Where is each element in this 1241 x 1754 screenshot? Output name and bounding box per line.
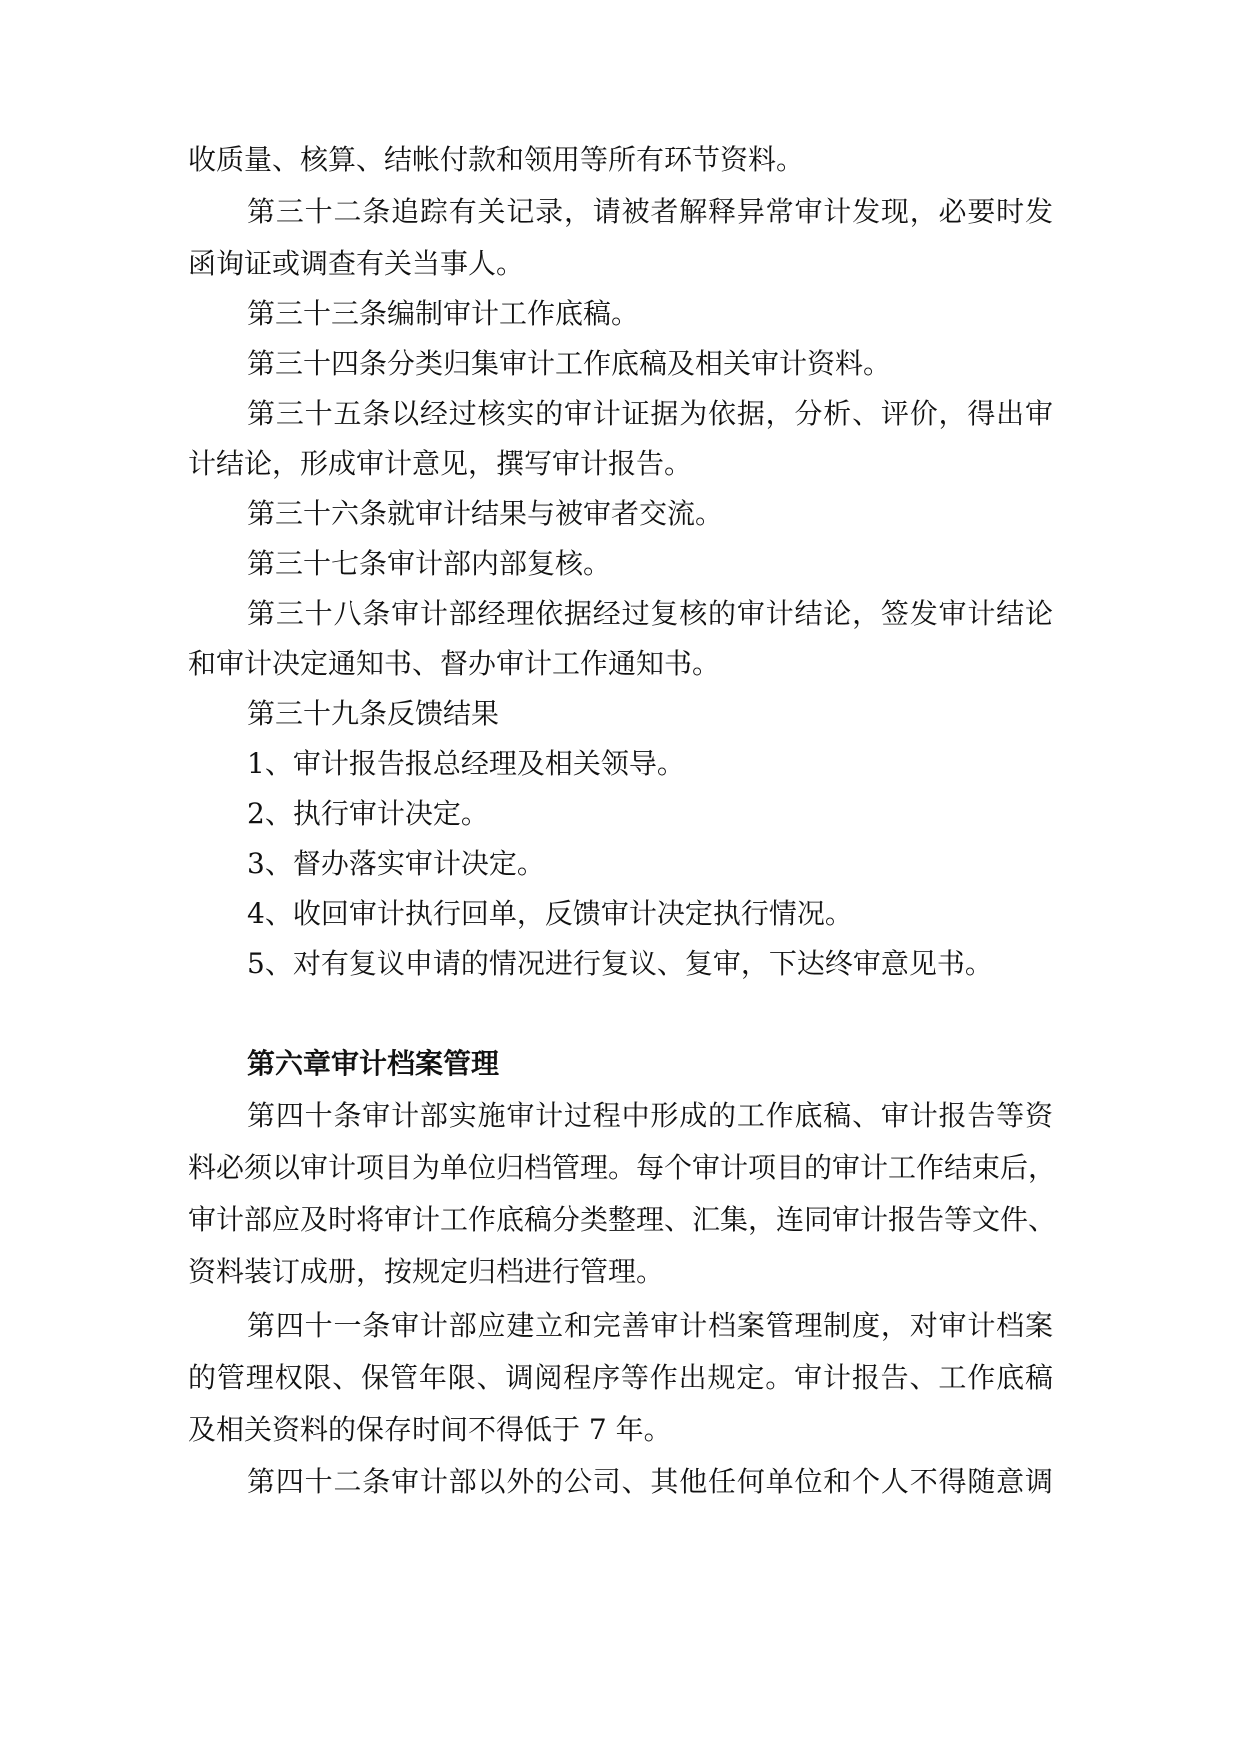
paragraph-line: 第三十六条就审计结果与被审者交流。 bbox=[247, 497, 724, 530]
paragraph-line: 第三十九条反馈结果 bbox=[247, 697, 500, 730]
list-item: 2、执行审计决定。 bbox=[247, 797, 489, 830]
paragraph-line: 第三十五条以经过核实的审计证据为依据，分析、评价，得出审 bbox=[247, 397, 1053, 430]
list-item: 1、审计报告报总经理及相关领导。 bbox=[247, 747, 685, 780]
list-item: 3、督办落实审计决定。 bbox=[247, 847, 545, 880]
paragraph-line: 第四十二条审计部以外的公司、其他任何单位和个人不得随意调 bbox=[247, 1465, 1053, 1498]
paragraph-line: 函询证或调查有关当事人。 bbox=[188, 247, 525, 280]
paragraph-line: 第三十二条追踪有关记录，请被者解释异常审计发现，必要时发 bbox=[247, 195, 1053, 228]
paragraph-line: 第三十八条审计部经理依据经过复核的审计结论，签发审计结论 bbox=[247, 597, 1053, 630]
list-item: 5、对有复议申请的情况进行复议、复审，下达终审意见书。 bbox=[247, 947, 993, 980]
paragraph-line: 第三十七条审计部内部复核。 bbox=[247, 547, 612, 580]
paragraph-line: 第三十三条编制审计工作底稿。 bbox=[247, 297, 640, 330]
paragraph-line: 审计部应及时将审计工作底稿分类整理、汇集，连同审计报告等文件、 bbox=[188, 1203, 1057, 1236]
list-item: 4、收回审计执行回单，反馈审计决定执行情况。 bbox=[247, 897, 853, 930]
paragraph-line: 计结论，形成审计意见，撰写审计报告。 bbox=[188, 447, 693, 480]
paragraph-line: 料必须以审计项目为单位归档管理。每个审计项目的审计工作结束后， bbox=[188, 1151, 1057, 1184]
paragraph-line: 第三十四条分类归集审计工作底稿及相关审计资料。 bbox=[247, 347, 892, 380]
paragraph-line: 第四十一条审计部应建立和完善审计档案管理制度，对审计档案 bbox=[247, 1309, 1053, 1342]
paragraph-line: 第四十条审计部实施审计过程中形成的工作底稿、审计报告等资 bbox=[247, 1099, 1053, 1132]
paragraph-line: 的管理权限、保管年限、调阅程序等作出规定。审计报告、工作底稿 bbox=[188, 1361, 1053, 1394]
paragraph-line: 资料装订成册，按规定归档进行管理。 bbox=[188, 1255, 665, 1288]
paragraph-line: 及相关资料的保存时间不得低于 7 年。 bbox=[188, 1413, 672, 1446]
chapter-heading: 第六章审计档案管理 bbox=[247, 1047, 500, 1080]
paragraph-line: 收质量、核算、结帐付款和领用等所有环节资料。 bbox=[188, 143, 805, 176]
paragraph-line: 和审计决定通知书、督办审计工作通知书。 bbox=[188, 647, 721, 680]
